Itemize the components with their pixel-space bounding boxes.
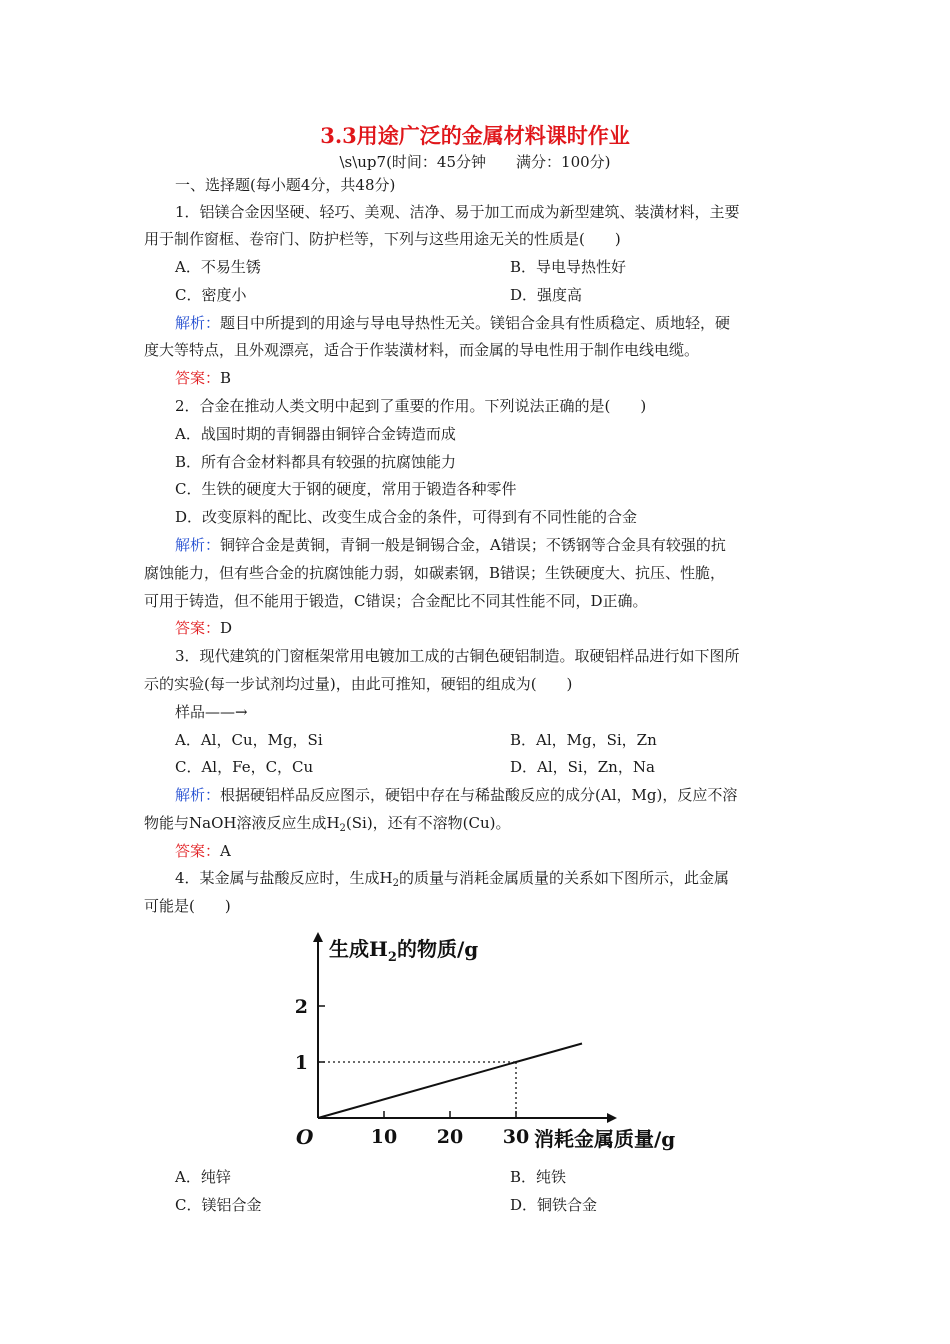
q3-answer-value: A — [220, 842, 231, 860]
q3-analysis-line2 — [144, 813, 511, 839]
q1-answer-value: B — [220, 369, 232, 387]
q3-option-a: A．Al，Cu，Mg，Si — [175, 731, 323, 749]
q1-analysis-text1: 题目中所提到的用途与导电导热性无关。镁铝合金具有性质稳定、质地轻，硬 — [220, 314, 731, 332]
q4-stem-a: 4．某金属与盐酸反应时，生成H — [175, 869, 393, 887]
q2-analysis-label: 解析： — [175, 536, 221, 554]
q1-analysis-label: 解析： — [175, 314, 221, 332]
x-tick-label-20: 20 — [436, 1126, 464, 1148]
q3-answer-label: 答案： — [175, 842, 221, 860]
section-heading: 一、选择题(每小题4分，共48分) — [175, 176, 396, 194]
h2-mass-chart — [280, 920, 720, 1165]
q1-stem-line2: 用于制作窗框、卷帘门、防护栏等，下列与这些用途无关的性质是( ) — [144, 230, 621, 248]
q1-option-b: B．导电导热性好 — [510, 258, 627, 276]
q4-option-d: D．铜铁合金 — [510, 1196, 598, 1214]
q3-analysis-text2b: (Si)，还有不溶物(Cu)。 — [345, 814, 511, 832]
q3-flow-diagram: 样品——→ — [175, 703, 248, 721]
series-line-0 — [318, 1044, 582, 1118]
q3-option-d: D．Al，Si，Zn，Na — [510, 758, 655, 776]
q4-stem-b: 的质量与消耗金属质量的关系如下图所示，此金属 — [399, 869, 730, 887]
q3-stem-line1: 3．现代建筑的门窗框架常用电镀加工成的古铜色硬铝制造。取硬铝样品进行如下图所 — [175, 647, 740, 665]
q2-answer — [175, 618, 232, 638]
q2-answer-value: D — [220, 619, 233, 637]
q1-stem-line1: 1．铝镁合金因坚硬、轻巧、美观、洁净、易于加工而成为新型建筑、装潢材料，主要 — [175, 203, 740, 221]
q1-option-c: C．密度小 — [175, 286, 247, 304]
q2-option-b: B．所有合金材料都具有较强的抗腐蚀能力 — [175, 453, 457, 471]
q3-analysis-sub: 2 — [339, 823, 346, 834]
q3-option-c: C．Al，Fe，C，Cu — [175, 758, 314, 776]
q2-stem: 2．合金在推动人类文明中起到了重要的作用。下列说法正确的是( ) — [175, 397, 647, 415]
q3-stem-line2: 示的实验(每一步试剂均过量)，由此可推知，硬铝的组成为( ) — [144, 675, 573, 693]
q1-option-a: A．不易生锈 — [175, 258, 261, 276]
page-title: 3.3用途广泛的金属材料课时作业 — [320, 123, 630, 148]
y-tick-label-2: 2 — [294, 996, 308, 1018]
q4-stem-line1 — [175, 868, 729, 894]
q4-stem-sub: 2 — [392, 878, 400, 889]
q4-option-c: C．镁铝合金 — [175, 1196, 262, 1214]
x-tick-label-30: 30 — [502, 1126, 530, 1148]
origin-label: O — [296, 1125, 314, 1149]
q3-analysis-line1 — [175, 785, 737, 805]
q2-analysis-text1: 铜锌合金是黄铜，青铜一般是铜锡合金，A错误；不锈钢等合金具有较强的抗 — [220, 536, 726, 554]
q3-option-b: B．Al，Mg，Si，Zn — [510, 731, 657, 749]
q4-option-a: A．纯锌 — [175, 1168, 231, 1186]
q3-analysis-text2a: 物能与NaOH溶液反应生成H — [144, 814, 340, 832]
q2-analysis-line3: 可用于铸造，但不能用于锻造，C错误；合金配比不同其性能不同，D正确。 — [144, 592, 648, 610]
q1-answer-label: 答案： — [175, 369, 221, 387]
y-axis-label: 生成$H_2$的物质/g — [329, 937, 479, 965]
q2-option-a: A．战国时期的青铜器由铜锌合金铸造而成 — [175, 425, 456, 443]
x-axis-label: 消耗金属质量/g — [534, 1127, 676, 1151]
q1-answer — [175, 368, 231, 388]
q2-option-d: D．改变原料的配比、改变生成合金的条件，可得到有不同性能的合金 — [175, 508, 638, 526]
page-subtitle: \s\up7(时间：45分钟 满分：100分) — [339, 153, 611, 171]
q2-analysis-line1 — [175, 535, 726, 555]
q1-analysis-line2: 度大等特点，且外观漂亮，适合于作装潢材料，而金属的导电性用于制作电线电缆。 — [144, 341, 700, 359]
q2-analysis-line2: 腐蚀能力，但有些合金的抗腐蚀能力弱，如碳素钢，B错误；生铁硬度大、抗压、性脆， — [144, 564, 726, 582]
x-tick-label-10: 10 — [370, 1126, 398, 1148]
q1-analysis-line1 — [175, 313, 730, 333]
q3-answer — [175, 841, 231, 861]
q1-option-d: D．强度高 — [510, 286, 583, 304]
q4-option-b: B．纯铁 — [510, 1168, 567, 1186]
q3-analysis-label: 解析： — [175, 786, 221, 804]
q4-stem-line2: 可能是( ) — [144, 897, 231, 915]
q3-analysis-text1: 根据硬铝样品反应图示，硬铝中存在与稀盐酸反应的成分(Al，Mg)，反应不溶 — [220, 786, 738, 804]
q2-option-c: C．生铁的硬度大于钢的硬度，常用于锻造各种零件 — [175, 480, 517, 498]
q2-answer-label: 答案： — [175, 619, 221, 637]
y-tick-label-1: 1 — [294, 1052, 308, 1074]
